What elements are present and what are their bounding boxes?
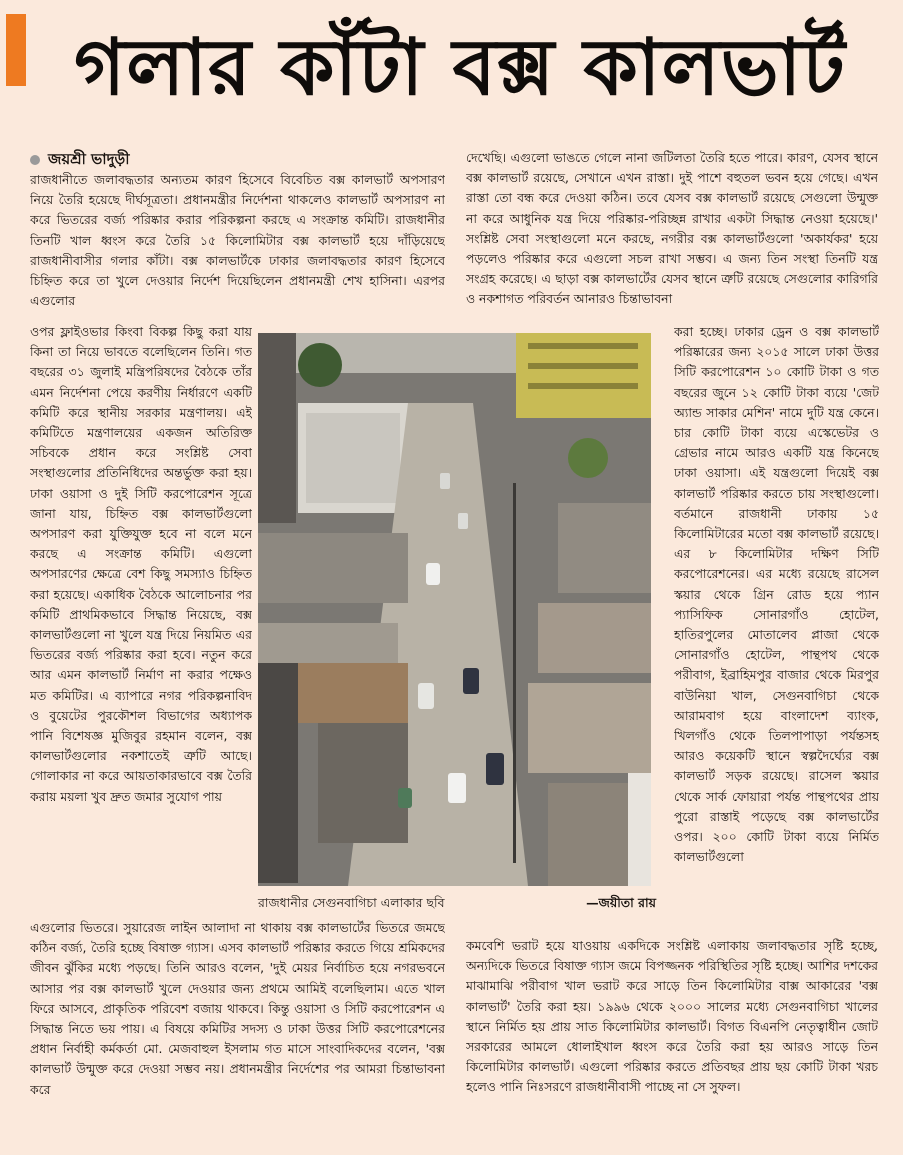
street-photo-illustration — [258, 333, 651, 886]
paragraph: এগুলোর ভিতরে। সুয়ারেজ লাইন আলাদা না থাকায় বক্স কালভার্টের ভিতরে জমছে কঠিন বর্জ্য, তৈরি হচ্ছে বিষাক্ত গ্যাস। এসব কালভার্ট পরিষ্কার করতে গিয়ে শ্রমিকদের জীবন ঝুঁকির মধ্যে পড়ছে। তিনি আরও বলেন, 'দুই মেয়র নির্বাচিত হয়ে নগরভবনে আসার পর বক্স কালভার্ট খুলে দেওয়ার জন্য প্রথমে আমিই বলেছিলাম। এতে খাল ফিরে আসবে, প্রাকৃতিক পরিবেশ বজায় থাকবে। কিন্তু ওয়াসা ও সিটি করপোরেশন এ সিদ্ধান্ত নিতে ভয় পায়। এ বিষয়ে কমিটির সদস্য ও ঢাকা উত্তর সিটি করপোরেশনের প্রধান নির্বাহী কর্মকর্তা মো. মেজবাহুল ইসলাম গত মাসে সাংবাদিকদের বলেন, 'বক্স কালভার্ট উন্মুক্ত করে দেওয়া সম্ভব নয়। প্রধানমন্ত্রীর নির্দেশের পর আমরা চিন্তাভাবনা করে — [30, 920, 445, 1097]
article-column-left-top — [30, 170, 445, 320]
author-name: জয়শ্রী ভাদুড়ী — [48, 150, 130, 168]
bullet-dot-icon — [30, 155, 40, 165]
article-column-right-narrow — [674, 322, 879, 934]
caption-text: রাজধানীর সেগুনবাগিচা এলাকার ছবি — [258, 895, 445, 910]
paragraph: ওপর ফ্লাইওভার কিংবা বিকল্প কিছু করা যায় কিনা তা নিয়ে ভাবতে বলেছিলেন তিনি। গত বছরের ৩১ জুলাই মন্ত্রিপরিষদের বৈঠকে তাঁর এমন নির্দেশনা পেয়ে করণীয় নির্ধারণে একটি কমিটি করে স্থানীয় সরকার মন্ত্রণালয়। এই কমিটিতে মন্ত্রণালয়ের একজন অতিরিক্ত সচিবকে প্রধান করে সংশ্লিষ্ট সেবা সংস্থাগুলোর প্রতিনিধিদের অন্তর্ভুক্ত করা হয়। ঢাকা ওয়াসা ও দুই সিটি করপোরেশন সূত্রে জানা যায়, চিহ্নিত বক্স কালভার্টগুলো অপসারণ করা যুক্তিযুক্ত হবে না বলে মনে করছে এ সংক্রান্ত কমিটি। এগুলো অপসারণের ক্ষেত্রে বেশ কিছু সমস্যাও চিহ্নিত করা হয়েছে। একাধিক বৈঠকে আলোচনার পর কমিটি প্রাথমিকভাবে সিদ্ধান্ত নিয়েছে, বক্স কালভার্টগুলো না খুলে যন্ত্র দিয়ে নিয়মিত এর ভিতরের বর্জ্য পরিষ্কার করা হবে। নতুন করে আর এমন কালভার্ট নির্মাণ না করার পক্ষেও মত কমিটির। এ ব্যাপারে নগর পরিকল্পনাবিদ ও বুয়েটের পুরকৌশল বিভাগের অধ্যাপক পানি বিশেষজ্ঞ মুজিবুর রহমান বলেন, বক্স কালভার্টগুলোর নকশাতেই ত্রুটি আছে। গোলাকার না করে আয়তাকারভাবে বক্স তৈরি করায় ময়লা খুব দ্রুত জমার সুযোগ পায় — [30, 324, 252, 804]
article-column-left-narrow — [30, 322, 252, 920]
article-column-right-top — [466, 148, 878, 320]
article-column-left-bottom — [30, 918, 445, 1148]
photo-caption — [258, 892, 658, 914]
paragraph: রাজধানীতে জলাবদ্ধতার অন্যতম কারণ হিসেবে বিবেচিত বক্স কালভার্ট অপসারণ নিয়ে তৈরি হয়েছে দীর্ঘসূত্রতা। প্রধানমন্ত্রীর নির্দেশনা থাকলেও কালভার্ট অপসারণ না করে ভিতরের বর্জ্য পরিষ্কার করার পরিকল্পনা করছে এ সংক্রান্ত কমিটি। রাজধানীর তিনটি খাল ধ্বংস করে তৈরি ১৫ কিলোমিটার বক্স কালভার্ট হয়ে দাঁড়িয়েছে রাজধানীবাসীর গলার কাঁটা। বক্স কালভার্টকে ঢাকার জলাবদ্ধতার কারণ হিসেবে চিহ্নিত করে তা খুলে দেওয়ার নির্দেশ দিয়েছিলেন প্রধানমন্ত্রী শেখ হাসিনা। এরপর এগুলোর — [30, 172, 445, 309]
article-column-right-bottom — [466, 936, 878, 1146]
paragraph: দেখেছি। এগুলো ভাঙতে গেলে নানা জটিলতা তৈরি হতে পারে। কারণ, যেসব স্থানে বক্স কালভার্ট রয়েছে, সেখানে এখন রাস্তা। দুই পাশে বহুতল ভবন হয়ে গেছে। এখন রাস্তা তো বন্ধ করে দেওয়া কঠিন। তবে যেসব বক্স কালভার্ট রয়েছে সেগুলো উন্মুক্ত না করে আধুনিক যন্ত্র দিয়ে পরিষ্কার-পরিচ্ছন্ন রাখার একটা সিদ্ধান্ত নেওয়া হয়েছে।' সংশ্লিষ্ট সেবা সংস্থাগুলো মনে করছে, নগরীর বক্স কালভার্টগুলো 'অকার্যকর' হয়ে পড়লেও পরিষ্কার করে এগুলো সচল রাখা সম্ভব। এ জন্য তিন সংস্থা তিনটি যন্ত্র সংগ্রহ করেছে। এ ছাড়া বক্স কালভার্টের যেসব স্থানে ত্রুটি রয়েছে সেগুলোর কারিগরি ও নকশাগত পরিবর্তন আনারও চিন্তাভাবনা — [466, 150, 878, 307]
paragraph: করা হচ্ছে। ঢাকার ড্রেন ও বক্স কালভার্ট পরিষ্কারের জন্য ২০১৫ সালে ঢাকা উত্তর সিটি করপোরেশন ১০ কোটি টাকা ও গত বছরের জুনে ১২ কোটি টাকা ব্যয়ে 'জেট অ্যান্ড সাকার মেশিন' নামে দুটি যন্ত্র কেনে। চার কোটি টাকা ব্যয়ে এস্কেভেটর ও গ্রেভার নামে আরও একটি যন্ত্র কিনেছে ঢাকা ওয়াসা। এই যন্ত্রগুলো দিয়েই বক্স কালভার্ট পরিষ্কার করতে চায় সংস্থাগুলো। বর্তমানে রাজধানী ঢাকায় ১৫ কিলোমিটারের মতো বক্স কালভার্ট রয়েছে। এর ৮ কিলোমিটার দক্ষিণ সিটি করপোরেশনের। এর মধ্যে রয়েছে রাসেল স্কয়ার থেকে গ্রিন রোড হয়ে প্যান প্যাসিফিক সোনারগাঁও হোটেল, হাতিরপুলের মোতালেব প্লাজা থেকে সোনারগাঁও হোটেল, পান্থপথ থেকে পরীবাগ, ইব্রাহিমপুর বাজার থেকে মিরপুর বাউনিয়া খাল, সেগুনবাগিচা থেকে আরামবাগ হয়ে বাংলাদেশ ব্যাংক, খিলগাঁও থেকে তিলপাপাড়া পর্যন্তসহ আরও কয়েকটি স্থানে স্বল্পদৈর্ঘ্যের বক্স কালভার্ট সড়ক রয়েছে। রাসেল স্কয়ার থেকে সার্ক ফোয়ারা পর্যন্ত পান্থপথের প্রায় পুরো রাস্তাই পড়েছে বক্স কালভার্টের ওপর। ২০০ কোটি টাকা ব্যয়ে নির্মিত কালভার্টগুলো — [674, 324, 879, 865]
photo-credit: —জয়ীতা রায় — [586, 895, 656, 910]
street-photo — [258, 333, 651, 886]
section-accent-bar — [6, 14, 26, 86]
paragraph: কমবেশি ভরাট হয়ে যাওয়ায় একদিকে সংশ্লিষ্ট এলাকায় জলাবদ্ধতার সৃষ্টি হচ্ছে, অন্যদিকে ভিতরে বিষাক্ত গ্যাস জমে বিপজ্জনক পরিস্থিতির সৃষ্টি হচ্ছে। আশির দশকের মাঝামাঝি পরীবাগ খাল ভরাট করে সাড়ে তিন কিলোমিটার বাক্স আকারের 'বক্স কালভার্ট' তৈরি করা হয়। ১৯৯৬ থেকে ২০০০ সালের মধ্যে সেগুনবাগিচা খালের স্থানে নির্মিত হয় প্রায় সাত কিলোমিটার কালভার্ট। বিগত বিএনপি নেতৃত্বাধীন জোট সরকারের আমলে ধোলাইখাল ধ্বংস করে তৈরি করা হয় আরও সাড়ে তিন কিলোমিটার কালভার্ট। এগুলো পরিষ্কার করতে প্রতিবছর প্রায় ছয় কোটি টাকা খরচ হলেও পানি নিঃসরণে রাজধানীবাসী পাচ্ছে না সে সুফল। — [466, 938, 878, 1095]
headline: গলার কাঁটা বক্স কালভার্ট — [74, 23, 846, 113]
